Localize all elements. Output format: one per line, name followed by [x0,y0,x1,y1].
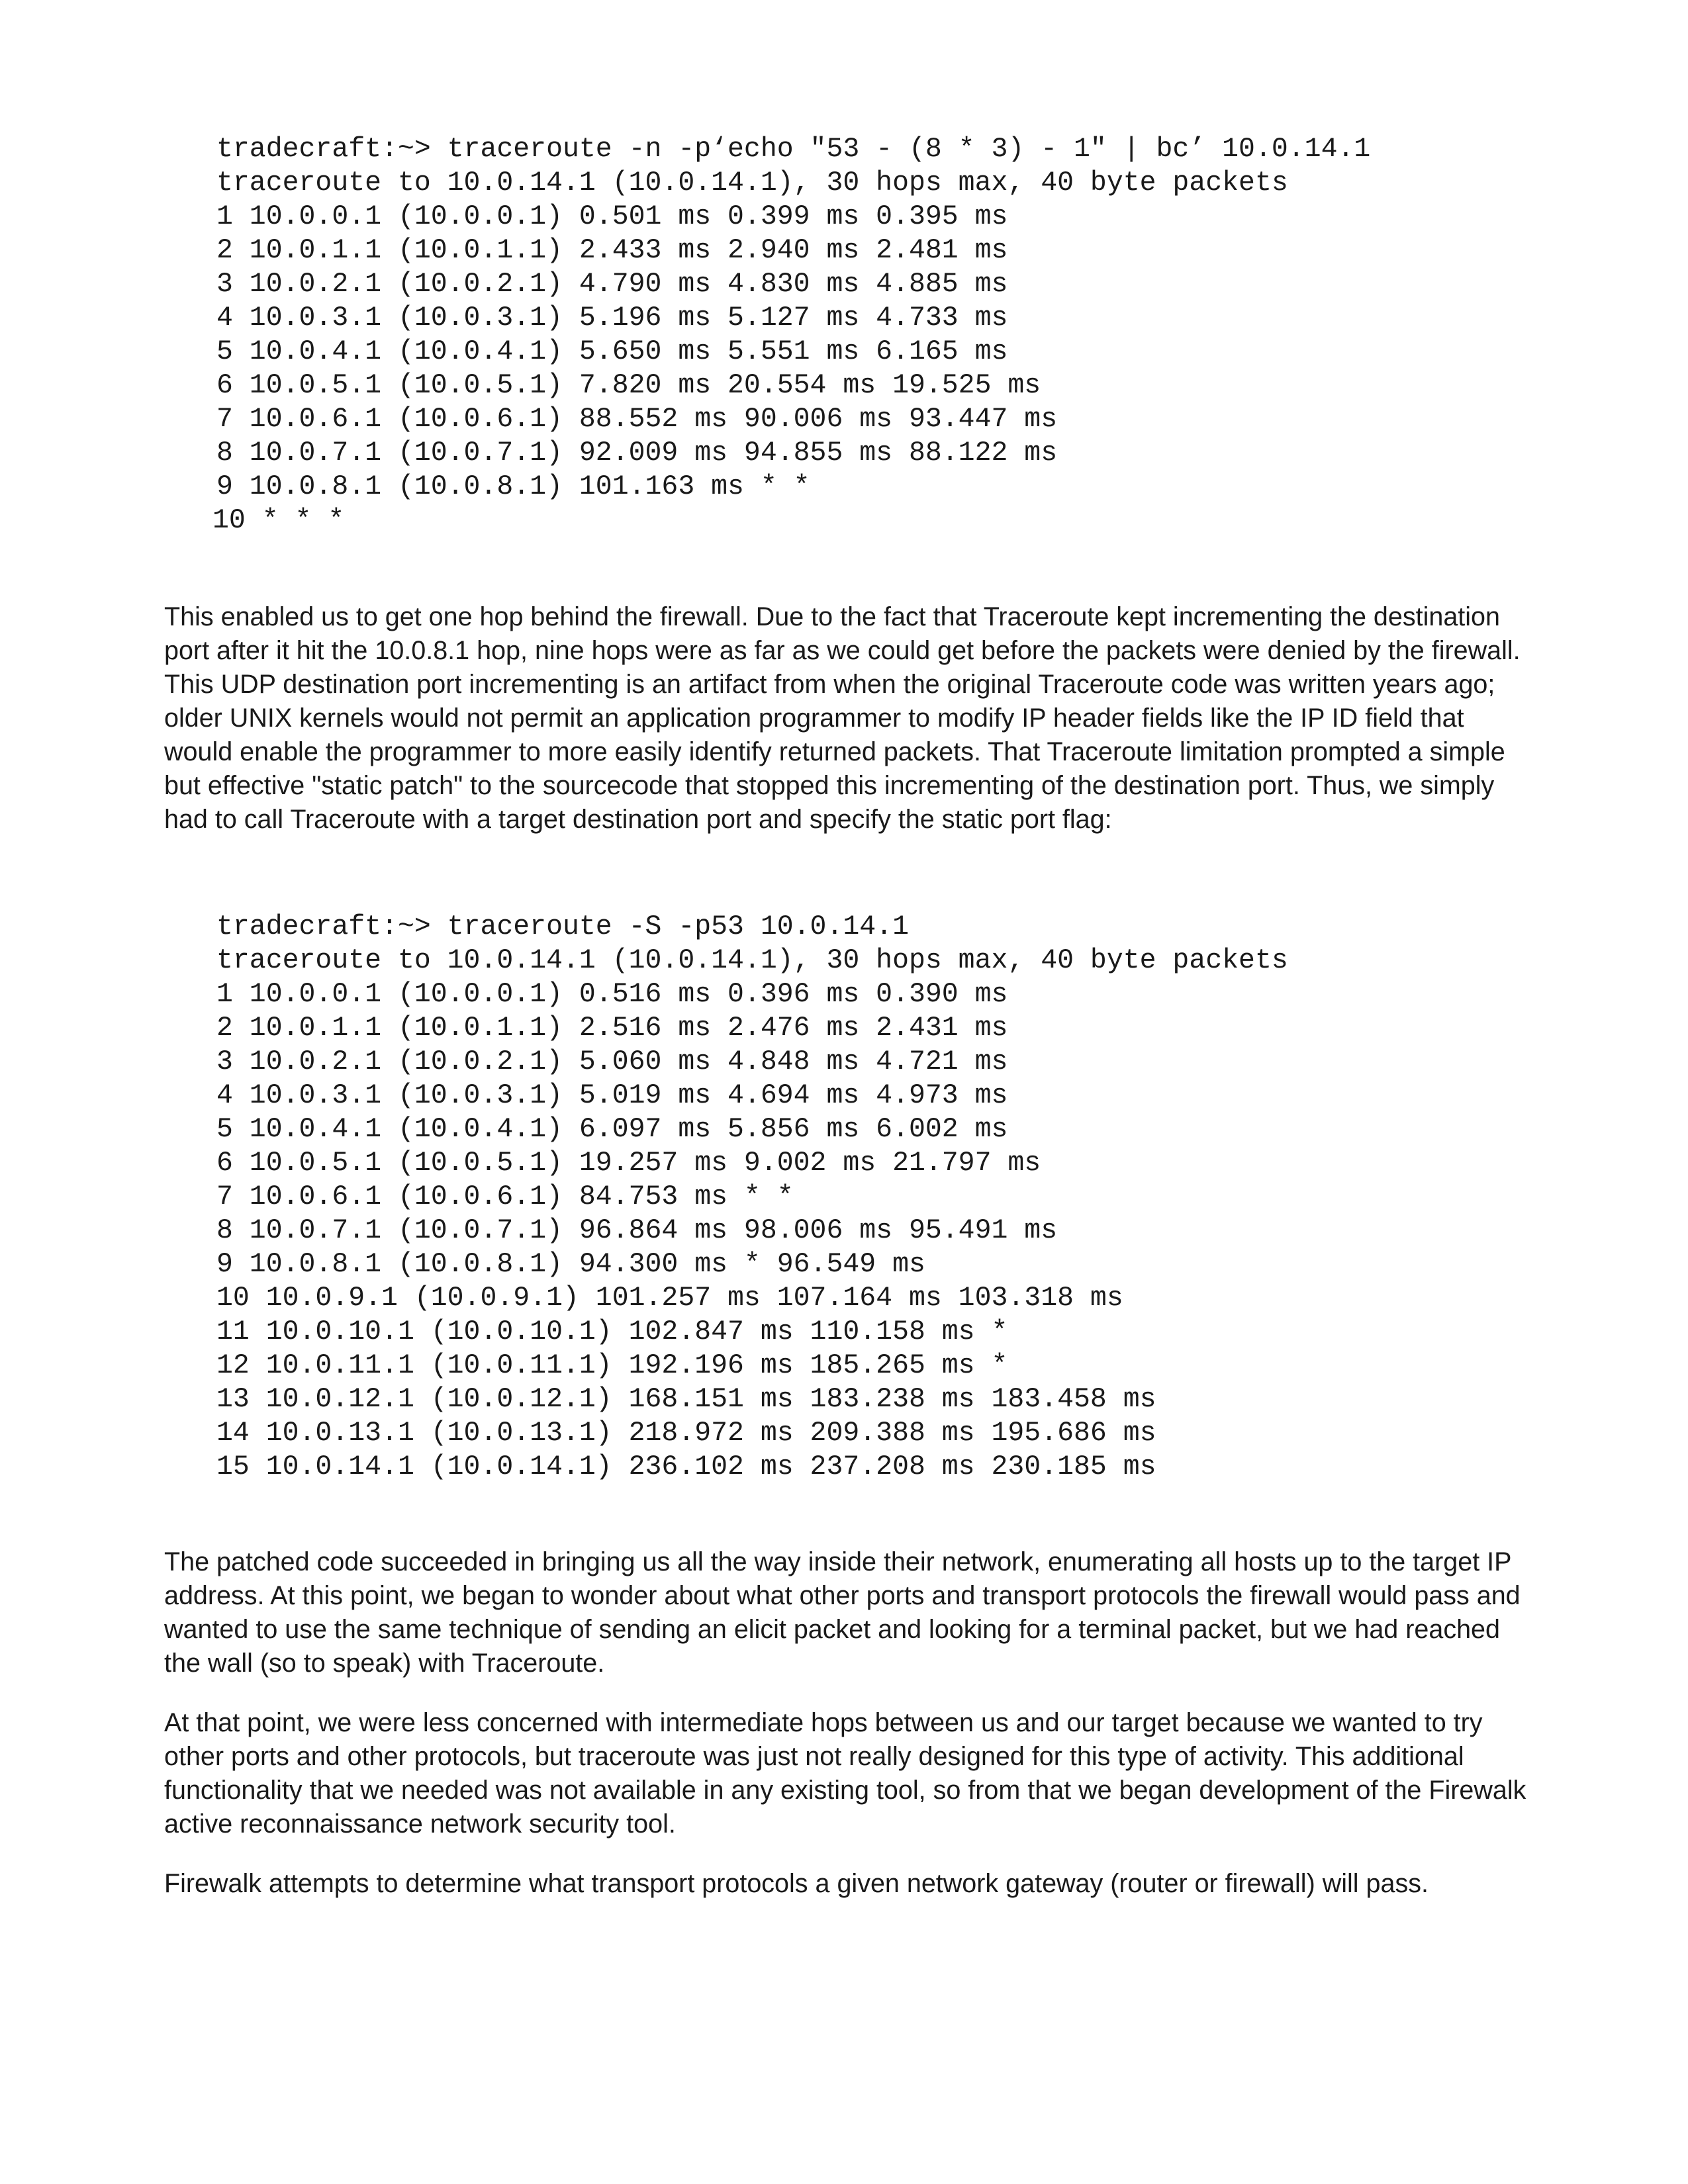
traceroute-output-2 [216,910,1288,1484]
code-line: 5 10.0.4.1 (10.0.4.1) 6.097 ms 5.856 ms 6.002 ms [216,1114,1008,1145]
code-line: 7 10.0.6.1 (10.0.6.1) 84.753 ms * * [216,1181,794,1212]
code-line: 12 10.0.11.1 (10.0.11.1) 192.196 ms 185.265 ms * [216,1350,1008,1381]
code-line: 7 10.0.6.1 (10.0.6.1) 88.552 ms 90.006 ms 93.447 ms [216,404,1058,435]
code-line: tradecraft:~> traceroute -n -p‘echo "53 - (8 * 3) - 1" | bc’ 10.0.14.1 [216,134,1371,165]
code-line: 8 10.0.7.1 (10.0.7.1) 96.864 ms 98.006 ms 95.491 ms [216,1215,1058,1246]
body-paragraph: Firewalk attempts to determine what transport protocols a given network gateway (router or firewall) will pass. [164,1869,1429,1898]
code-line: 4 10.0.3.1 (10.0.3.1) 5.019 ms 4.694 ms 4.973 ms [216,1080,1008,1111]
code-line: 3 10.0.2.1 (10.0.2.1) 5.060 ms 4.848 ms 4.721 ms [216,1046,1008,1077]
traceroute-output-1 [212,132,1371,537]
code-line: 8 10.0.7.1 (10.0.7.1) 92.009 ms 94.855 ms 88.122 ms [216,437,1058,469]
code-line: 9 10.0.8.1 (10.0.8.1) 101.163 ms * * [216,471,810,502]
body-paragraph: At that point, we were less concerned with intermediate hops between us and our target because we wanted to try other ports and other protocols, but traceroute was just not really designed for this type of activity. This additional functionality that we needed was not available in any existing tool, so from that we began development of the Firewalk active reconnaissance network security tool. [164,1708,1526,1839]
code-line: 6 10.0.5.1 (10.0.5.1) 19.257 ms 9.002 ms 21.797 ms [216,1148,1041,1179]
code-line: 3 10.0.2.1 (10.0.2.1) 4.790 ms 4.830 ms 4.885 ms [216,269,1008,300]
body-paragraph: The patched code succeeded in bringing us all the way inside their network, enumerating all hosts up to the target IP address. At this point, we began to wonder about what other ports and transport protocols the firewall would pass and wanted to use the same technique of sending an elicit packet and looking for a terminal packet, but we had reached the wall (so to speak) with Traceroute. [164,1547,1521,1678]
body-paragraph: This enabled us to get one hop behind the firewall. Due to the fact that Traceroute kept incrementing the destination port after it hit the 10.0.8.1 hop, nine hops were as far as we could get before the packets were denied by the firewall. This UDP destination port incrementing is an artifact from when the original Traceroute code was written years ago; older UNIX kernels would not permit an application programmer to modify IP header fields like the IP ID field that would enable the programmer to more easily identify returned packets. That Traceroute limitation prompted a simple but effective "static patch" to the sourcecode that stopped this incrementing of the destination port. Thus, we simply had to call Traceroute with a target destination port and specify the static port flag: [164,602,1521,834]
code-line: 1 10.0.0.1 (10.0.0.1) 0.516 ms 0.396 ms 0.390 ms [216,979,1008,1010]
code-line: 15 10.0.14.1 (10.0.14.1) 236.102 ms 237.208 ms 230.185 ms [216,1451,1156,1482]
code-line: 5 10.0.4.1 (10.0.4.1) 5.650 ms 5.551 ms 6.165 ms [216,336,1008,367]
code-line: traceroute to 10.0.14.1 (10.0.14.1), 30 hops max, 40 byte packets [216,945,1288,976]
code-line: 14 10.0.13.1 (10.0.13.1) 218.972 ms 209.388 ms 195.686 ms [216,1418,1156,1449]
code-line: 2 10.0.1.1 (10.0.1.1) 2.433 ms 2.940 ms 2.481 ms [216,235,1008,266]
code-line: 9 10.0.8.1 (10.0.8.1) 94.300 ms * 96.549 ms [216,1249,925,1280]
code-line: 10 * * * [212,505,345,536]
code-line: 2 10.0.1.1 (10.0.1.1) 2.516 ms 2.476 ms 2.431 ms [216,1013,1008,1044]
code-line: 1 10.0.0.1 (10.0.0.1) 0.501 ms 0.399 ms 0.395 ms [216,201,1008,232]
code-line: 10 10.0.9.1 (10.0.9.1) 101.257 ms 107.164 ms 103.318 ms [216,1283,1123,1314]
code-line: 13 10.0.12.1 (10.0.12.1) 168.151 ms 183.238 ms 183.458 ms [216,1384,1156,1415]
code-line: tradecraft:~> traceroute -S -p53 10.0.14.1 [216,911,909,942]
code-line: 11 10.0.10.1 (10.0.10.1) 102.847 ms 110.158 ms * [216,1316,1008,1347]
code-line: 4 10.0.3.1 (10.0.3.1) 5.196 ms 5.127 ms 4.733 ms [216,302,1008,334]
code-line: traceroute to 10.0.14.1 (10.0.14.1), 30 hops max, 40 byte packets [216,167,1288,199]
code-line: 6 10.0.5.1 (10.0.5.1) 7.820 ms 20.554 ms 19.525 ms [216,370,1041,401]
